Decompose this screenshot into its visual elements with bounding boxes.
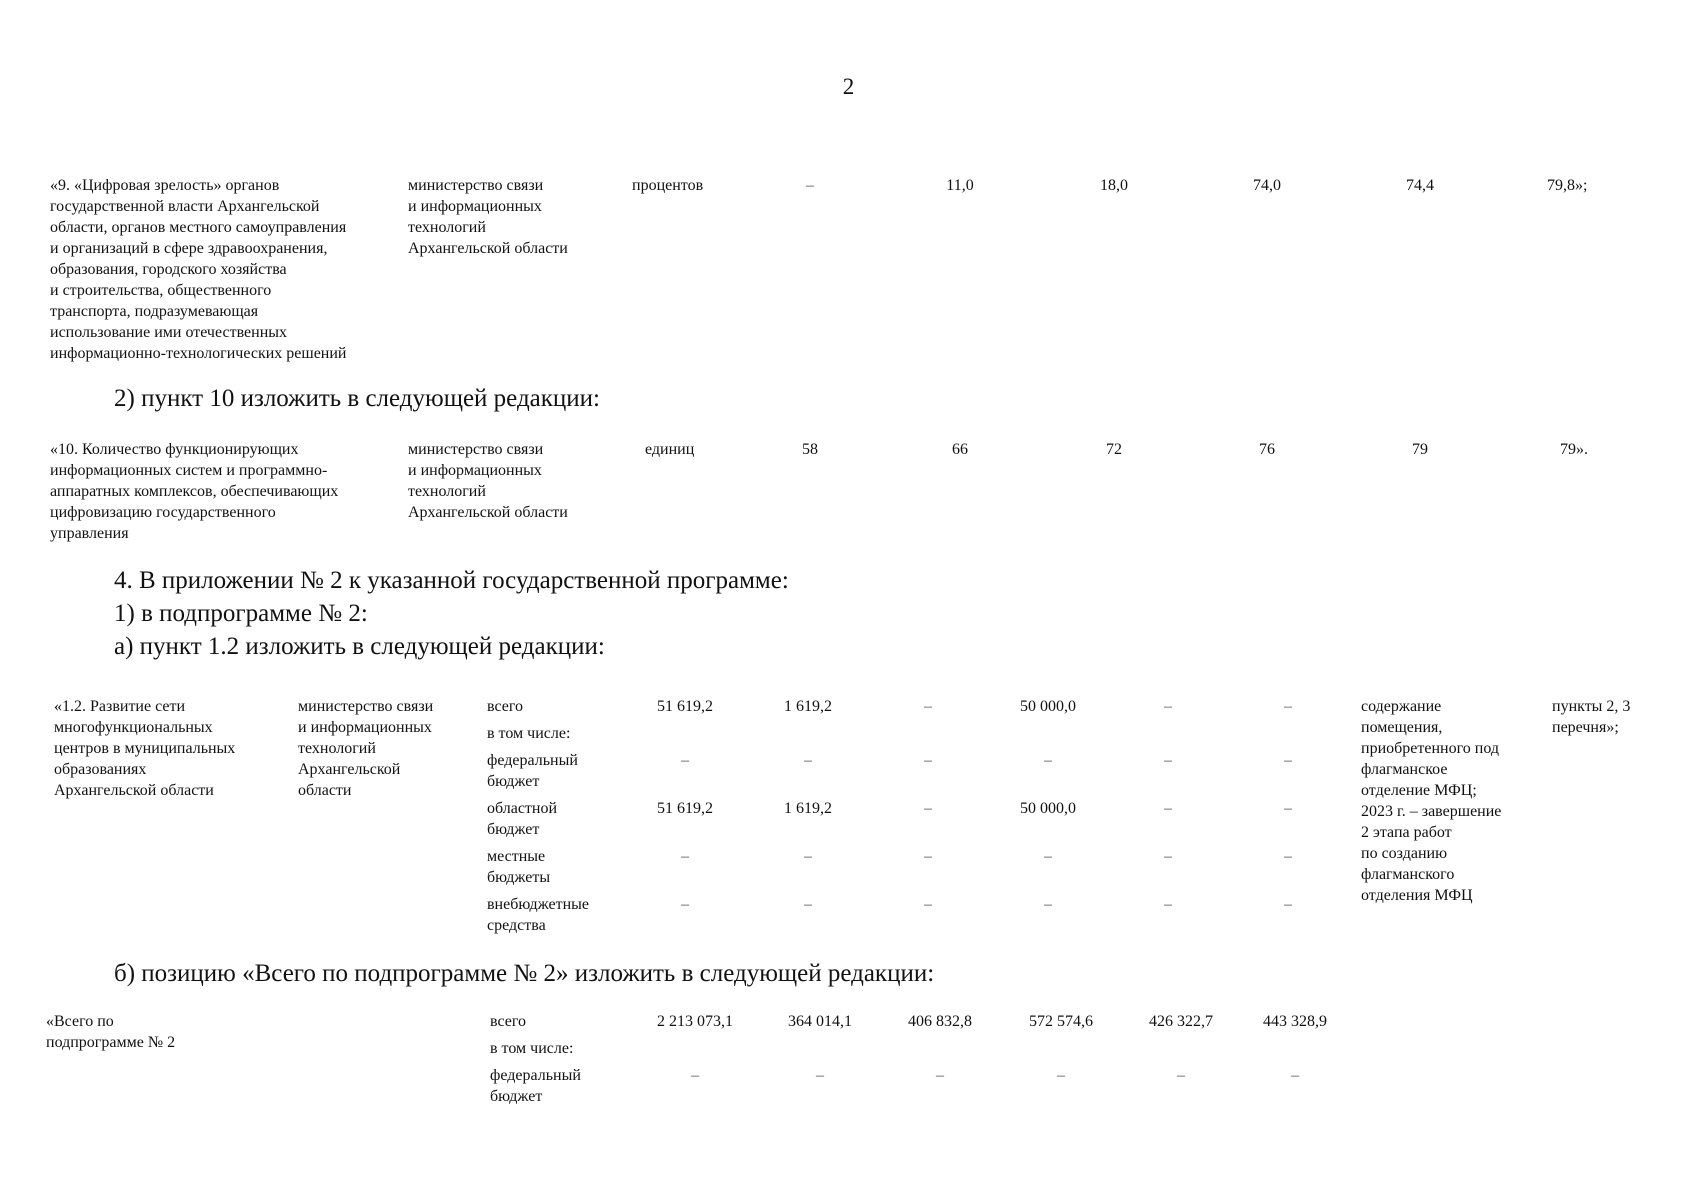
funding-value: –	[1044, 848, 1052, 865]
funding-value: –	[1164, 896, 1172, 913]
item-9-value: 74,4	[1406, 177, 1434, 194]
name-line: транспорта, подразумевающая	[50, 303, 259, 320]
funding-value: 51 619,2	[657, 800, 713, 817]
name-line: «1.2. Развитие сети	[54, 698, 186, 715]
ref-line: пункты 2, 3	[1552, 698, 1631, 715]
name-line: «9. «Цифровая зрелость» органов	[50, 177, 280, 194]
item-1-2-name	[54, 696, 235, 801]
result-line: помещения,	[1361, 719, 1443, 736]
result-line: отделения МФЦ	[1361, 887, 1473, 904]
funding-source-label	[487, 750, 578, 792]
org-line: области	[298, 782, 352, 799]
result-line: отделение МФЦ;	[1361, 782, 1477, 799]
funding-value: –	[1284, 752, 1292, 769]
name-line: управления	[50, 525, 129, 542]
funding-value: –	[1284, 896, 1292, 913]
item-10-value: 66	[952, 441, 968, 458]
label-line: бюджеты	[487, 869, 551, 886]
org-line: и информационных	[408, 462, 542, 479]
name-line: и организаций в сфере здравоохранения,	[50, 240, 328, 257]
org-line: технологий	[408, 219, 486, 236]
funding-value: –	[1164, 800, 1172, 817]
label-line: бюджет	[487, 821, 540, 838]
funding-value: 443 328,9	[1263, 1013, 1327, 1030]
funding-value: –	[804, 896, 812, 913]
org-line: Архангельской	[298, 761, 401, 778]
name-line: информационно-технологических решений	[50, 345, 347, 362]
name-line: Архангельской области	[54, 782, 214, 799]
name-line: аппаратных комплексов, обеспечивающих	[50, 483, 339, 500]
org-line: и информационных	[408, 198, 542, 215]
funding-value: –	[1164, 698, 1172, 715]
org-line: министерство связи	[408, 441, 544, 458]
result-line: 2 этапа работ	[1361, 824, 1452, 841]
item-1-2-result	[1361, 696, 1501, 906]
funding-value: –	[1044, 752, 1052, 769]
funding-value: –	[1177, 1067, 1185, 1084]
funding-value: –	[924, 848, 932, 865]
heading-appendix-2: 4. В приложении № 2 к указанной государственной программе:	[114, 567, 789, 594]
funding-value: –	[804, 848, 812, 865]
funding-value: –	[681, 896, 689, 913]
funding-value: –	[1284, 698, 1292, 715]
item-9-value: 79,8»;	[1547, 177, 1588, 194]
org-line: технологий	[298, 740, 376, 757]
item-10-org	[408, 439, 568, 523]
funding-value: –	[1284, 848, 1292, 865]
label-line: федеральный	[490, 1067, 581, 1084]
label-line: местные	[487, 848, 546, 865]
funding-value: 364 014,1	[788, 1013, 852, 1030]
item-9-name	[50, 175, 346, 364]
item-10-value: 79	[1412, 441, 1428, 458]
item-9-value: –	[806, 177, 814, 194]
item-10-value: 58	[802, 441, 818, 458]
heading-total-subprogram-2: б) позицию «Всего по подпрограмме № 2» изложить в следующей редакции:	[114, 960, 935, 987]
item-10-unit: единиц	[645, 441, 695, 458]
name-line: центров в муниципальных	[54, 740, 236, 757]
label-line: областной	[487, 800, 558, 817]
label-line: федеральный	[487, 752, 578, 769]
funding-source-label	[490, 1065, 581, 1107]
item-9-unit: процентов	[632, 177, 704, 194]
funding-value: –	[924, 800, 932, 817]
item-1-2-reference	[1552, 696, 1630, 738]
label-line: внебюджетные	[487, 896, 589, 913]
org-line: Архангельской области	[408, 240, 568, 257]
name-line: использование ими отечественных	[50, 324, 288, 341]
funding-value: –	[681, 848, 689, 865]
funding-value: –	[681, 752, 689, 769]
name-line: информационных систем и программно-	[50, 462, 328, 479]
name-line: подпрограмме № 2	[46, 1034, 176, 1051]
item-9-value: 11,0	[946, 177, 974, 194]
funding-value: –	[816, 1067, 824, 1084]
result-line: флагманского	[1361, 866, 1455, 883]
funding-value: –	[804, 752, 812, 769]
funding-value: 1 619,2	[784, 800, 832, 817]
funding-value: –	[1284, 800, 1292, 817]
funding-value: 426 322,7	[1149, 1013, 1213, 1030]
name-line: образования, городского хозяйства	[50, 261, 287, 278]
item-1-2-org	[298, 696, 433, 801]
result-line: содержание	[1361, 698, 1442, 715]
funding-value: –	[1057, 1067, 1065, 1084]
label-line: средства	[487, 917, 546, 934]
funding-value: 2 213 073,1	[657, 1013, 733, 1030]
name-line: и строительства, общественного	[50, 282, 272, 299]
result-line: 2023 г. – завершение	[1361, 803, 1502, 820]
heading-subprogram-2: 1) в подпрограмме № 2:	[114, 600, 368, 627]
funding-source-label: всего	[490, 1013, 527, 1030]
name-line: многофункциональных	[54, 719, 213, 736]
funding-value: –	[1291, 1067, 1299, 1084]
name-line: области, органов местного самоуправления	[50, 219, 347, 236]
item-10-value: 76	[1259, 441, 1275, 458]
funding-value: –	[924, 896, 932, 913]
funding-value: –	[924, 698, 932, 715]
item-9-org	[408, 175, 568, 259]
funding-value: –	[691, 1067, 699, 1084]
funding-value: –	[936, 1067, 944, 1084]
funding-value: 1 619,2	[784, 698, 832, 715]
org-line: Архангельской области	[408, 504, 568, 521]
funding-value: –	[1164, 752, 1172, 769]
funding-value: 572 574,6	[1029, 1013, 1093, 1030]
funding-source-label	[487, 846, 550, 888]
funding-source-label	[487, 894, 589, 936]
name-line: «10. Количество функционирующих	[50, 441, 299, 458]
org-line: министерство связи	[408, 177, 544, 194]
heading-item-10: 2) пункт 10 изложить в следующей редакции:	[114, 385, 600, 412]
funding-value: 406 832,8	[908, 1013, 972, 1030]
org-line: технологий	[408, 483, 486, 500]
total-name	[46, 1011, 175, 1053]
label-line: бюджет	[490, 1088, 543, 1105]
org-line: и информационных	[298, 719, 432, 736]
funding-source-label: в том числе:	[487, 725, 571, 742]
page-number: 2	[842, 74, 855, 99]
result-line: по созданию	[1361, 845, 1448, 862]
name-line: «Всего по	[46, 1013, 114, 1030]
funding-value: 50 000,0	[1020, 800, 1076, 817]
item-9-value: 74,0	[1253, 177, 1281, 194]
funding-source-label: в том числе:	[490, 1040, 574, 1057]
name-line: образованиях	[54, 761, 147, 778]
name-line: цифровизацию государственного	[50, 504, 276, 521]
funding-source-label: всего	[487, 698, 524, 715]
item-10-name	[50, 439, 338, 544]
heading-item-1-2: а) пункт 1.2 изложить в следующей редакции:	[114, 633, 605, 660]
label-line: бюджет	[487, 773, 540, 790]
item-9-value: 18,0	[1100, 177, 1128, 194]
ref-line: перечня»;	[1552, 719, 1619, 736]
funding-value: –	[1164, 848, 1172, 865]
result-line: флагманское	[1361, 761, 1448, 778]
funding-value: 51 619,2	[657, 698, 713, 715]
name-line: государственной власти Архангельской	[50, 198, 320, 215]
funding-source-label	[487, 798, 557, 840]
item-10-value: 79».	[1560, 441, 1588, 458]
funding-value: –	[1044, 896, 1052, 913]
item-10-value: 72	[1106, 441, 1122, 458]
org-line: министерство связи	[298, 698, 434, 715]
funding-value: –	[924, 752, 932, 769]
result-line: приобретенного под	[1361, 740, 1499, 757]
funding-value: 50 000,0	[1020, 698, 1076, 715]
